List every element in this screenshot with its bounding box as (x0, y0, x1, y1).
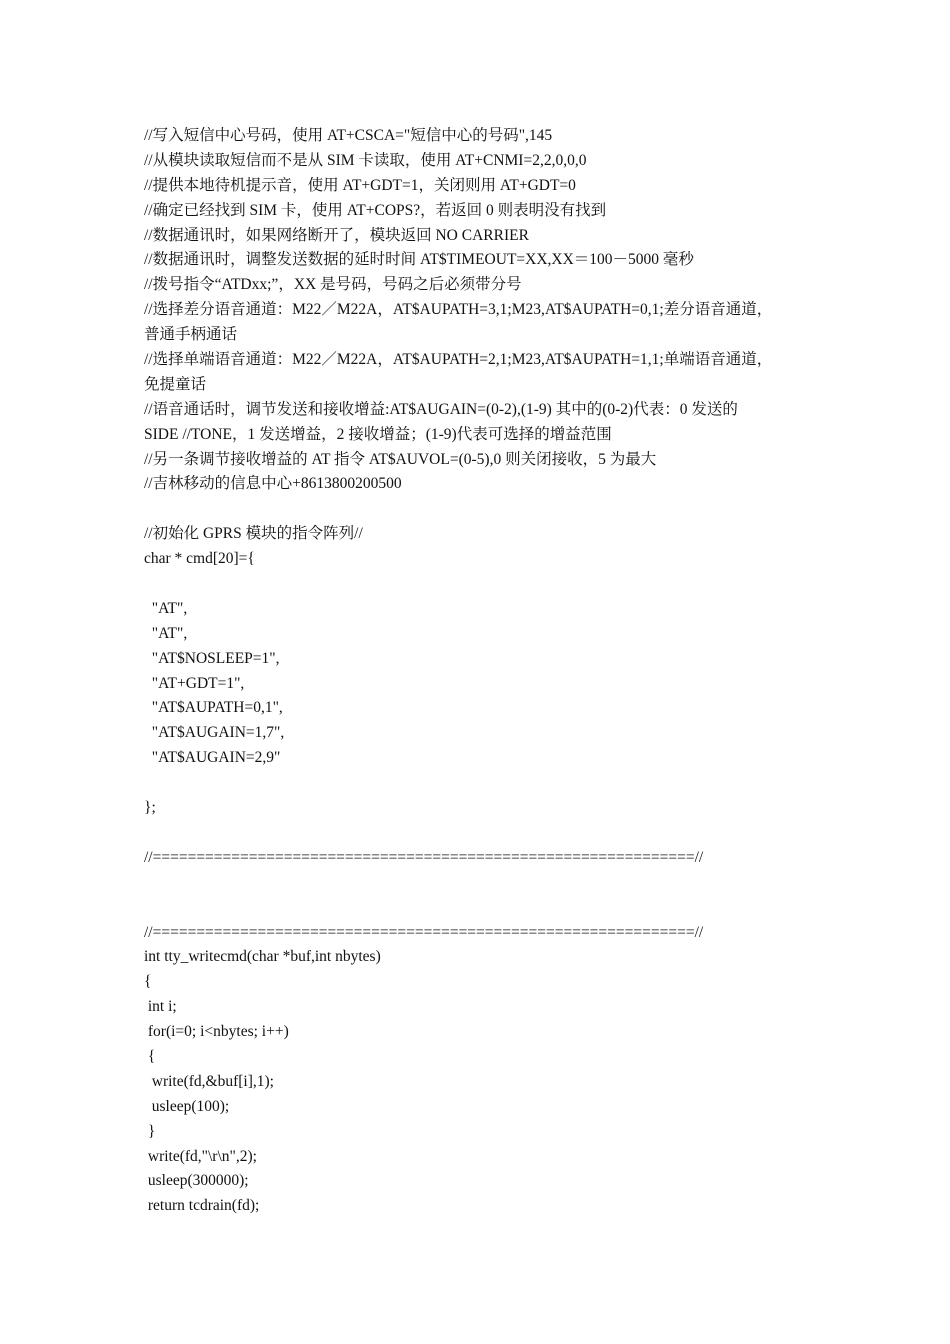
code-line: char * cmd[20]={ (144, 550, 255, 568)
code-line: int i; (144, 998, 177, 1016)
comment-line: //数据通讯时，调整发送数据的延时时间 AT$TIMEOUT=XX,XX＝100－5000 毫秒 (144, 251, 694, 269)
code-line: "AT+GDT=1", (144, 674, 245, 692)
code-line: "AT$AUPATH=0,1", (144, 699, 283, 717)
code-line: { (144, 973, 152, 991)
comment-line: //提供本地待机提示音，使用 AT+GDT=1，关闭则用 AT+GDT=0 (144, 176, 576, 194)
blank-line (144, 821, 834, 846)
comment-line: //语音通话时，调节发送和接收增益:AT$AUGAIN=(0-2),(1-9) 其中的(0-2)代表：0 发送的 (144, 400, 738, 418)
code-line: usleep(300000); (144, 1172, 249, 1190)
document-body (144, 124, 834, 1219)
code-line: for(i=0; i<nbytes; i++) (144, 1023, 289, 1041)
comment-line: //另一条调节接收增益的 AT 指令 AT$AUVOL=(0-5),0 则关闭接收，5 为最大 (144, 450, 657, 468)
code-line: write(fd,&buf[i],1); (144, 1072, 274, 1090)
comment-line: //写入短信中心号码，使用 AT+CSCA="短信中心的号码",145 (144, 127, 553, 144)
code-line: "AT$AUGAIN=1,7", (144, 724, 285, 742)
comment-line: //吉林移动的信息中心+8613800200500 (144, 475, 402, 493)
comment-line: SIDE //TONE，1 发送增益，2 接收增益；(1-9)代表可选择的增益范围 (144, 425, 612, 443)
blank-line (144, 871, 834, 896)
code-line: }; (144, 799, 156, 817)
code-line: usleep(100); (144, 1097, 230, 1115)
blank-line (144, 771, 834, 796)
code-line: "AT$NOSLEEP=1", (144, 649, 280, 667)
code-line: "AT", (144, 624, 188, 642)
blank-line (144, 896, 834, 921)
comment-line: //选择差分语音通道：M22／M22A，AT$AUPATH=3,1;M23,AT$AUPATH=0,1;差分语音通道， (144, 301, 773, 319)
comment-line: //从模块读取短信而不是从 SIM 卡读取，使用 AT+CNMI=2,2,0,0,0 (144, 151, 587, 169)
comment-line: //初始化 GPRS 模块的指令阵列// (144, 525, 363, 543)
separator-line: //==============================================================// (144, 923, 704, 941)
comment-line: //选择单端语音通道：M22／M22A，AT$AUPATH=2,1;M23,AT$AUPATH=1,1;单端语音通道， (144, 351, 773, 369)
code-line: "AT$AUGAIN=2,9" (144, 749, 281, 767)
comment-line: //确定已经找到 SIM 卡，使用 AT+COPS?，若返回 0 则表明没有找到 (144, 201, 607, 219)
code-line: "AT", (144, 599, 188, 617)
blank-line (144, 572, 834, 597)
comment-line: 普通手柄通话 (144, 326, 238, 344)
code-line: { (144, 1047, 156, 1065)
code-line: } (144, 1122, 156, 1140)
code-line: int tty_writecmd(char *buf,int nbytes) (144, 948, 381, 966)
comment-line: //数据通讯时，如果网络断开了，模块返回 NO CARRIER (144, 226, 529, 244)
comment-line: 免提童话 (144, 375, 207, 393)
code-line: return tcdrain(fd); (144, 1197, 260, 1215)
comment-line: //拨号指令“ATDxx;”，XX 是号码，号码之后必须带分号 (144, 276, 522, 294)
code-line: write(fd,"\r\n",2); (144, 1147, 257, 1165)
separator-line: //==============================================================// (144, 848, 704, 866)
blank-line (144, 497, 834, 522)
